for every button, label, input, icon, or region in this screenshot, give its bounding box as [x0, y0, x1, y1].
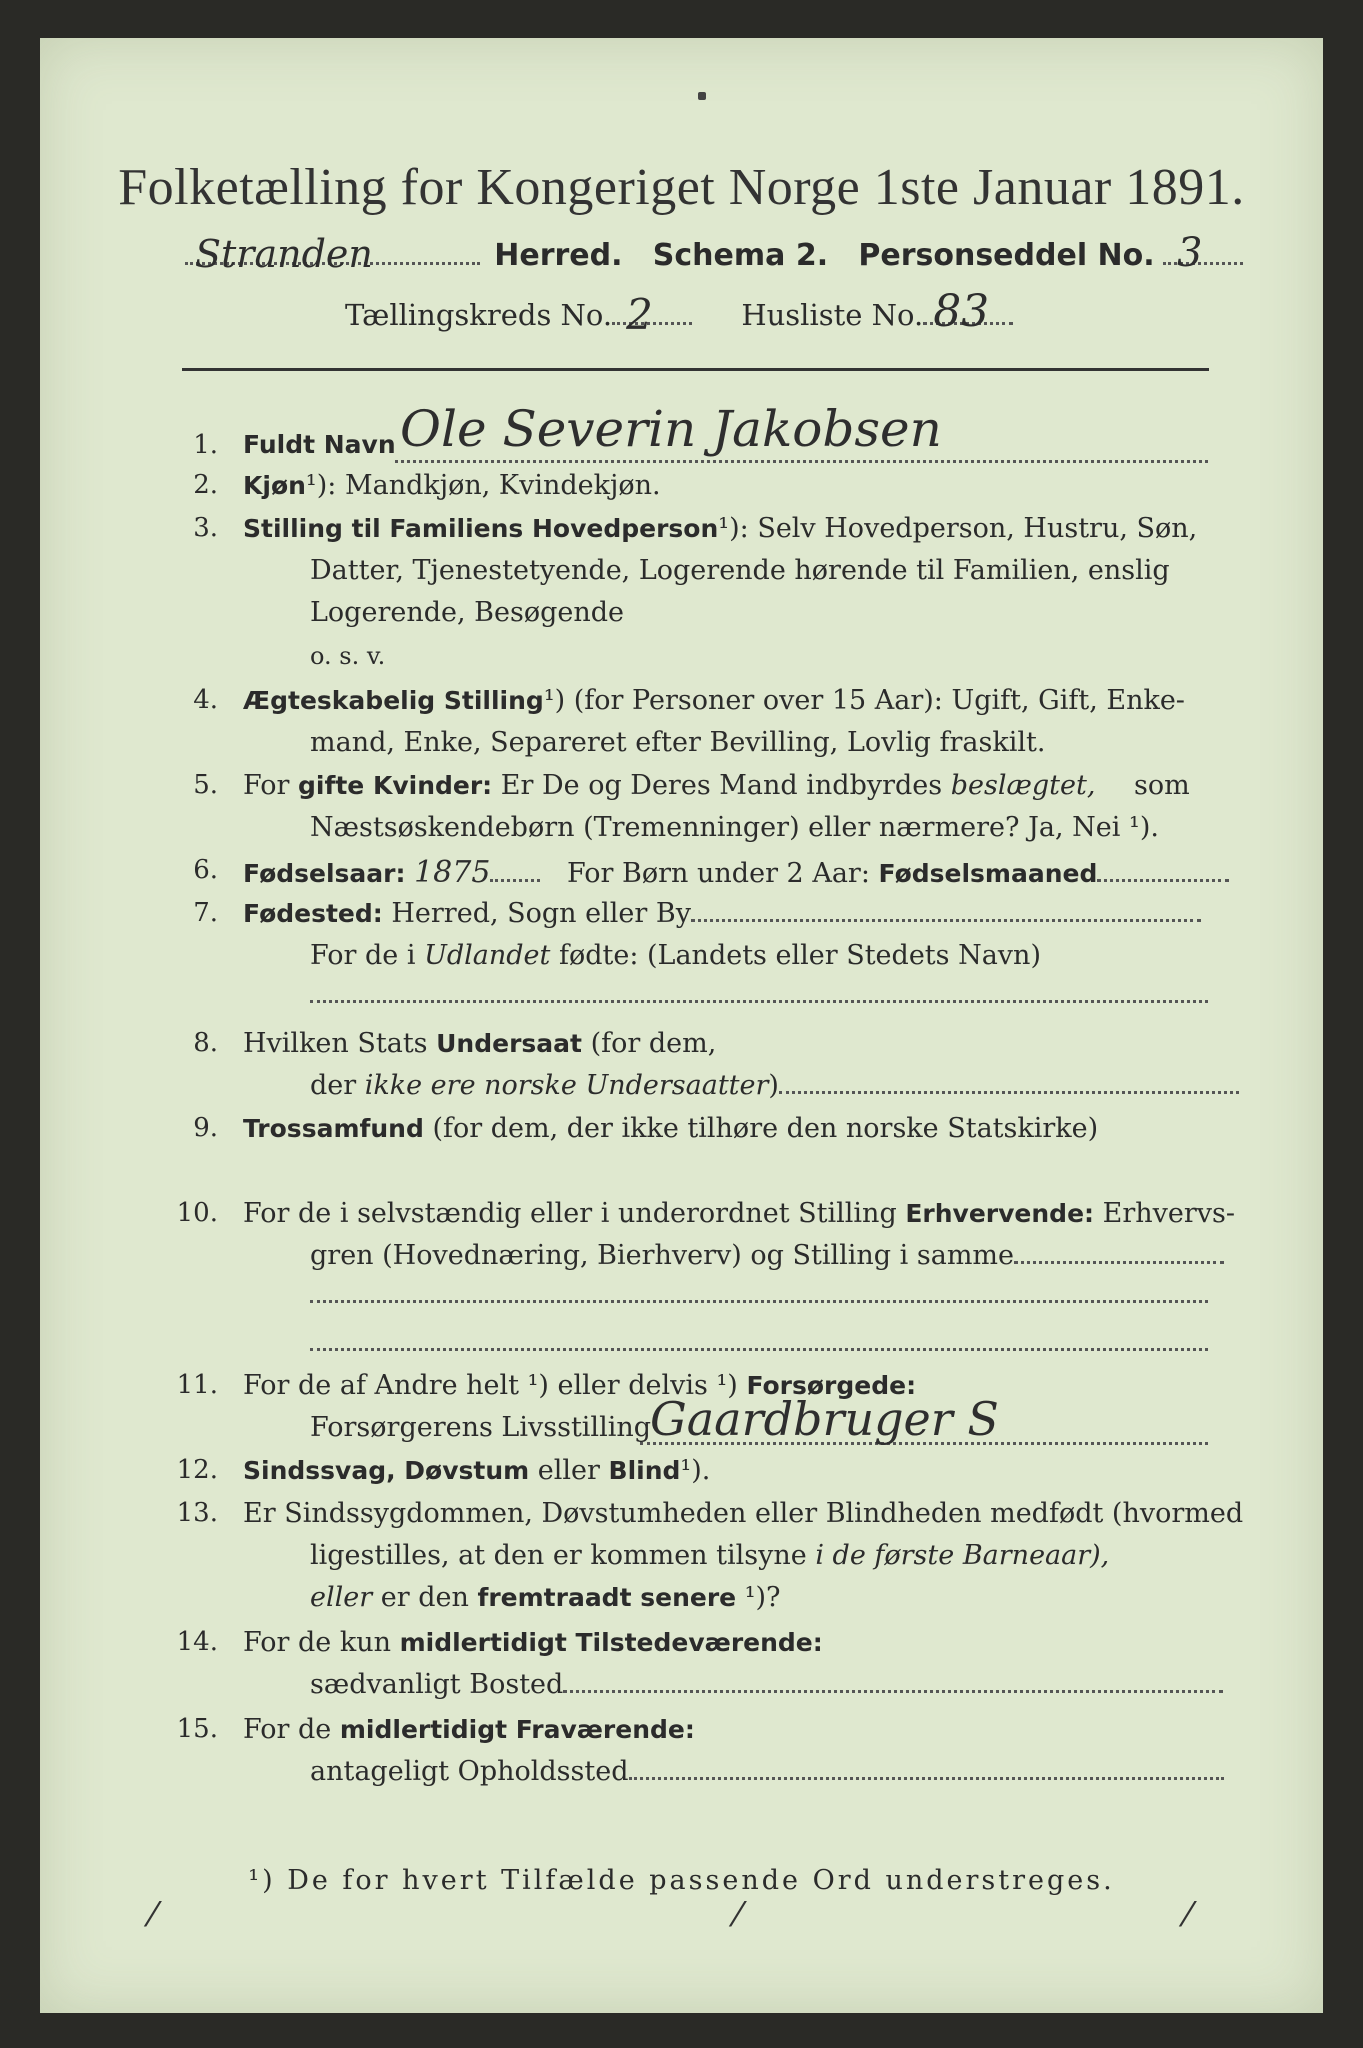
item-9-label: Trossamfund	[243, 1114, 424, 1143]
item-7-abroad-post: fødte: (Landets eller Stedets Navn)	[558, 940, 1041, 971]
item-7-line-a	[243, 898, 1201, 929]
item-6-line	[243, 855, 1229, 890]
item-4-options-b: mand, Enke, Separeret efter Bevilling, Lovlig fraskilt.	[310, 727, 1046, 758]
item-5-question: Er De og Deres Mand indbyrdes	[500, 770, 943, 801]
item-8-label: Undersaat	[436, 1029, 582, 1058]
item-14-pre: For de kun	[243, 1627, 391, 1658]
item-13-number: 13.	[176, 1498, 218, 1528]
item-13-c-mid: er den	[380, 1582, 469, 1613]
item-7-line-b	[310, 940, 1041, 971]
husliste-value: 83	[933, 286, 990, 337]
item-12-end: ¹).	[680, 1455, 711, 1486]
footnote: ¹) De for hvert Tilfælde passende Ord understreges.	[248, 1865, 1115, 1896]
item-11-text-a: For de af Andre helt ¹) eller delvis ¹)	[243, 1370, 738, 1401]
item-7-dots	[691, 919, 1201, 922]
item-8-line-b	[310, 1070, 1239, 1101]
item-3-label: Stilling til Familiens Hovedperson	[243, 514, 719, 543]
item-13-line-a: Er Sindssygdommen, Døvstumheden eller Blindheden medfødt (hvormed	[243, 1498, 1244, 1529]
item-14-number: 14.	[176, 1627, 218, 1657]
item-6-year-value: 1875	[414, 855, 491, 890]
item-10-blank-dotline-2	[310, 1348, 1208, 1351]
item-15-pre: For de	[243, 1714, 332, 1745]
herred-label: Herred.	[494, 238, 623, 273]
item-7-blank-dotline	[310, 1000, 1208, 1003]
item-11-number: 11.	[176, 1370, 218, 1400]
item-2-options: ¹): Mandkjøn, Kvindekjøn.	[305, 470, 661, 501]
personseddel-label: Personseddel No.	[858, 238, 1155, 273]
item-1-label: Fuldt Navn	[243, 430, 396, 459]
item-10-line-b	[310, 1240, 1224, 1271]
herred-value: Stranden	[195, 232, 373, 276]
item-15-line-a	[243, 1714, 695, 1745]
item-14-line-b	[310, 1669, 1223, 1700]
item-10-line-a	[243, 1198, 1235, 1229]
item-3-options-d: o. s. v.	[310, 642, 386, 670]
item-2-number: 2.	[193, 470, 218, 500]
item-8-dots	[779, 1091, 1239, 1094]
item-6-child-text: For Børn under 2 Aar:	[567, 858, 870, 889]
item-11-line-b	[310, 1412, 651, 1443]
item-14-dots	[563, 1690, 1223, 1693]
item-10-text-b: Erhvervs-	[1102, 1198, 1236, 1229]
item-6-label: Fødselsaar:	[243, 859, 406, 888]
item-8-text: (for dem,	[590, 1028, 717, 1059]
item-15-line-b	[310, 1756, 1224, 1787]
husliste-label: Husliste No.	[741, 298, 924, 332]
item-8-b-pre: der	[310, 1070, 357, 1101]
item-2-label: Kjøn	[243, 471, 306, 500]
item-4-options-a: ¹) (for Personer over 15 Aar): Ugift, Gift, Enke-	[543, 685, 1185, 716]
header-row-1	[185, 230, 1243, 276]
item-7-number: 7.	[193, 898, 218, 928]
item-5-end: som	[1134, 770, 1190, 801]
item-15-number: 15.	[176, 1714, 218, 1744]
kreds-field	[612, 290, 692, 339]
item-7-options: Herred, Sogn eller By	[391, 898, 691, 929]
item-2-line	[243, 470, 661, 501]
item-12-line	[243, 1455, 710, 1486]
item-10-label: Erhvervende:	[905, 1199, 1095, 1228]
item-8-b-italic: ikke ere norske Undersaatter	[364, 1070, 769, 1101]
item-3-options-c: Logerende, Besøgende	[310, 597, 624, 628]
item-5-italic: beslægtet,	[950, 770, 1096, 801]
item-6-number: 6.	[193, 855, 218, 885]
item-3-line-a	[243, 513, 1197, 544]
form-title: Folketælling for Kongeriget Norge 1ste Januar 1891.	[118, 159, 1245, 216]
item-10-text-a: For de i selvstændig eller i underordnet Stilling	[243, 1198, 897, 1229]
ink-mark-right: ⁄	[1185, 1895, 1191, 1935]
item-1-dotline	[395, 460, 1208, 463]
item-7-abroad-italic: Udlandet	[424, 940, 551, 971]
husliste-field	[923, 286, 1013, 337]
item-11-value: Gaardbruger S	[650, 1392, 999, 1446]
item-9-number: 9.	[193, 1113, 218, 1143]
item-5-line-b: Næstsøskendebørn (Tremenninger) eller nærmere? Ja, Nei ¹).	[310, 812, 1159, 843]
ink-speck	[698, 92, 706, 100]
item-9-text: (for dem, der ikke tilhøre den norske Statskirke)	[432, 1113, 1099, 1144]
item-8-b-post: )	[768, 1070, 779, 1101]
header-row-2	[345, 286, 1013, 339]
item-8-number: 8.	[193, 1028, 218, 1058]
item-10-dots	[1014, 1261, 1224, 1264]
item-5-label: gifte Kvinder:	[298, 771, 493, 800]
item-13-b-pre: ligestilles, at den er kommen tilsyne	[310, 1540, 807, 1571]
item-5-line-a	[243, 770, 1190, 801]
item-11-text-b: Forsørgerens Livsstilling	[310, 1412, 652, 1443]
item-14-line-a	[243, 1627, 823, 1658]
personseddel-field	[1163, 230, 1243, 276]
ink-mark-left: ⁄	[150, 1895, 156, 1935]
item-13-line-b	[310, 1540, 1109, 1571]
item-9-line	[243, 1113, 1098, 1144]
item-15-label: midlertidigt Fraværende:	[339, 1715, 695, 1744]
item-10-blank-dotline-1	[310, 1300, 1208, 1303]
item-4-line-a	[243, 685, 1185, 716]
herred-field	[185, 232, 480, 276]
item-15-dots	[629, 1777, 1224, 1780]
item-10-number: 10.	[176, 1198, 218, 1228]
kreds-label: Tællingskreds No.	[345, 298, 613, 332]
item-8-pre: Hvilken Stats	[243, 1028, 428, 1059]
header-divider	[182, 368, 1209, 371]
item-14-label: midlertidigt Tilstedeværende:	[399, 1628, 823, 1657]
item-13-c-end: ¹)?	[744, 1582, 781, 1613]
item-7-label: Fødested:	[243, 899, 383, 928]
item-1-number: 1.	[193, 430, 218, 460]
item-6-month-label: Fødselsmaaned	[878, 859, 1098, 888]
item-13-b-italic: i de første Barneaar),	[815, 1540, 1110, 1571]
item-12-label: Sindssvag, Døvstum	[243, 1456, 530, 1485]
item-7-abroad-pre: For de i	[310, 940, 416, 971]
item-8-line-a	[243, 1028, 716, 1059]
item-13-c-italic: eller	[310, 1582, 373, 1613]
item-12-text: eller	[537, 1455, 600, 1486]
item-6-year-dots	[490, 879, 540, 882]
item-10-text-c: gren (Hovednæring, Bierhverv) og Stilling i samme	[310, 1240, 1015, 1271]
item-1-name-value: Ole Severin Jakobsen	[400, 400, 942, 458]
item-12-number: 12.	[176, 1455, 218, 1485]
personseddel-value: 3	[1176, 230, 1203, 276]
item-4-number: 4.	[193, 685, 218, 715]
item-14-text-b: sædvanligt Bosted	[310, 1669, 564, 1700]
ink-mark-center: ⁄	[735, 1895, 741, 1935]
item-3-options-b: Datter, Tjenestetyende, Logerende hørende til Familien, enslig	[310, 555, 1170, 586]
item-13-line-c	[310, 1582, 781, 1613]
item-11-label: Forsørgede:	[746, 1371, 917, 1400]
item-5-number: 5.	[193, 770, 218, 800]
schema-label: Schema 2.	[652, 238, 829, 273]
item-3-options-a: ¹): Selv Hovedperson, Hustru, Søn,	[718, 513, 1198, 544]
item-6-month-dots	[1097, 879, 1229, 882]
item-12-label-b: Blind	[608, 1456, 681, 1485]
item-5-pre: For	[243, 770, 290, 801]
item-15-text-b: antageligt Opholdssted	[310, 1756, 629, 1787]
item-4-label: Ægteskabelig Stilling	[243, 686, 544, 715]
kreds-value: 2	[626, 290, 653, 339]
item-3-number: 3.	[193, 513, 218, 543]
item-13-label: fremtraadt senere	[477, 1583, 737, 1612]
